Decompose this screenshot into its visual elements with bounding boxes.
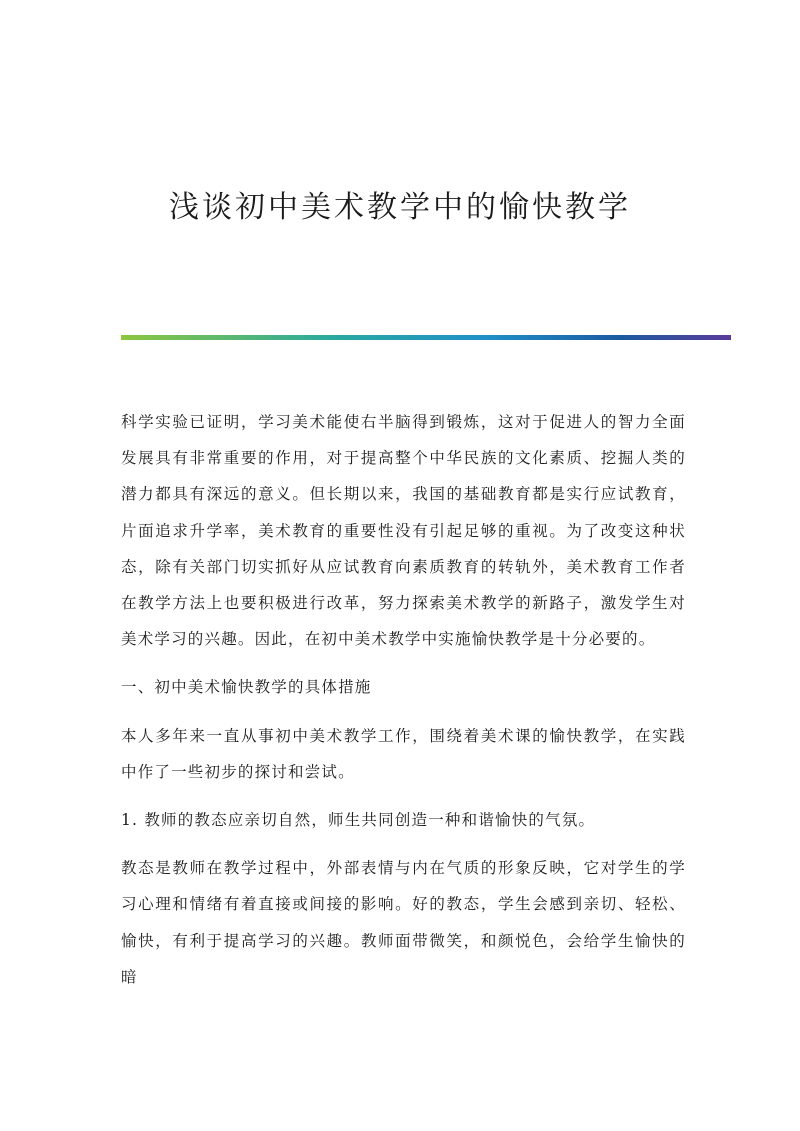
paragraph-intro: 科学实验已证明，学习美术能使右半脑得到锻炼，这对于促进人的智力全面发展具有非常重要的作用，对于提高整个中华民族的文化素质、挖掘人类的潜力都具有深远的意义。但长期以来，我国的基础教育都是实行应试教育，片面追求升学率，美术教育的重要性没有引起足够的重视。为了改变这种状态，除有关部门切实抓好从应试教育向素质教育的转轨外，美术教育工作者在教学方法上也要积极进行改革，努力探索美术教学的新路子，激发学生对美术学习的兴趣。因此，在初中美术教学中实施愉快教学是十分必要的。 — [121, 413, 686, 649]
subsection-heading: 1. 教师的教态应亲切自然，师生共同创造一种和谐愉快的气氛。 — [121, 811, 596, 830]
section-heading: 一、初中美术愉快教学的具体措施 — [121, 678, 372, 697]
paragraph-practice: 本人多年来一直从事初中美术教学工作，围绕着美术课的愉快教学，在实践中作了一些初步的探讨和尝试。 — [121, 726, 686, 781]
document-body — [121, 404, 686, 1007]
gradient-divider — [121, 335, 731, 340]
paragraph-demeanor: 教态是教师在教学过程中，外部表情与内在气质的形象反映，它对学生的学习心理和情绪有着直接或间接的影响。好的教态，学生会感到亲切、轻松、愉快，有利于提高学习的兴趣。教师面带微笑，和颜悦色，会给学生愉快的暗 — [121, 859, 686, 986]
document-title: 浅谈初中美术教学中的愉快教学 — [169, 190, 631, 225]
